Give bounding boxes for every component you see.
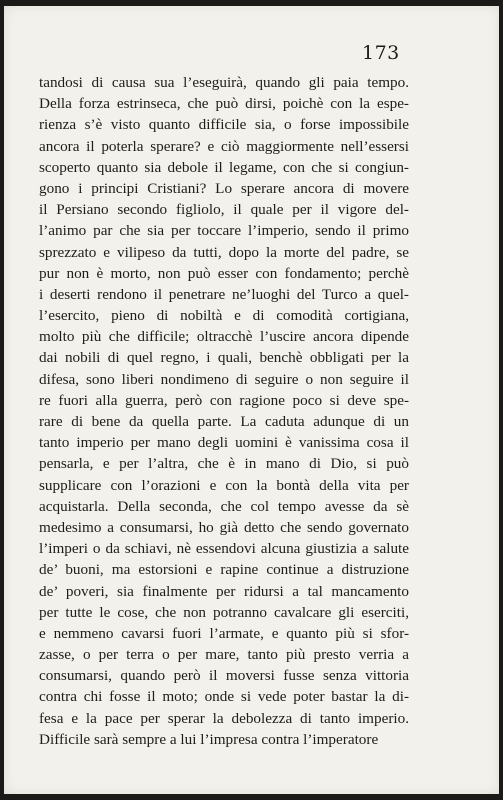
text-line: dai nobili di quel regno, i quali, benchè obbligati per la [39, 349, 409, 367]
text-line: scoperto quanto sia debole il legame, con che si congiun- [39, 158, 409, 176]
text-line: acquistarla. Della seconda, che col tempo avesse da sè [39, 497, 409, 515]
text-line: de’ buoni, ma estorsioni e rapine continue a distruzione [39, 561, 409, 579]
text-line: il Persiano secondo figliolo, il quale per il vigore del- [39, 201, 409, 219]
book-page [4, 6, 499, 794]
text-line: pur non è morto, non può esser con fondamento; perchè [39, 264, 409, 282]
text-line: Difficile sarà sempre a lui l’impresa contra l’imperatore [39, 730, 379, 748]
text-line: l’animo par che sia per toccare l’imperio, sendo il primo [39, 222, 409, 240]
text-line: sprezzato e vilipeso da tutti, dopo la morte del padre, se [39, 243, 409, 261]
text-line: ancora il poterla sperare? e ciò maggiormente nell’essersi [39, 137, 409, 155]
text-line: fesa e la pace per sperar la debolezza di tanto imperio. [39, 709, 409, 727]
text-line: pensarla, e per l’altra, che è in mano di Dio, si può [39, 455, 409, 473]
text-line: re fuori alla guerra, però con ragione poco si deve spe- [39, 391, 409, 409]
text-line: zasse, o per terra o per mare, tanto più presto verria a [39, 646, 409, 664]
text-line: i deserti rendono il penetrare ne’luoghi del Turco a quel- [39, 285, 409, 303]
body-text [39, 72, 409, 750]
text-line: de’ poveri, sia finalmente per ridursi a tal mancamento [39, 582, 409, 600]
text-line: rare di bene da quella parte. La caduta adunque di un [39, 413, 409, 430]
text-line: Della forza estrinseca, che può dirsi, poichè con la espe- [39, 95, 409, 113]
text-line: supplicare con l’orazioni e con la bontà della vita per [39, 476, 409, 494]
page-number: 173 [362, 42, 400, 64]
text-line: rienza s’è visto quanto difficile sia, o forse impossibile [39, 116, 409, 134]
text-line: gono i principi Cristiani? Lo sperare ancora di movere [39, 179, 409, 197]
text-line: tanto imperio per mano degli uomini è vanissima cosa il [39, 434, 409, 452]
text-line: l’esercito, pieno di nobiltà e di comodità cortigiana, [39, 307, 409, 325]
text-line: contra chi fosse il moto; onde si vede poter bastar la di- [39, 688, 409, 706]
text-line: consumarsi, quando però il moversi fusse senza vittoria [39, 667, 409, 685]
text-line: medesimo a consumarsi, ho già detto che sendo governato [39, 518, 409, 536]
text-line: l’imperi o da schiavi, nè essendovi alcuna giustizia a salute [39, 540, 409, 558]
text-line: per tutte le cose, che non potranno cavalcare gli eserciti, [39, 603, 409, 621]
text-line: difesa, sono liberi nondimeno di seguire o non seguire il [39, 370, 409, 388]
text-line: tandosi di causa sua l’eseguirà, quando gli paia tempo. [39, 74, 409, 91]
text-line: molto più che difficile; oltracchè l’uscire ancora dipende [39, 328, 409, 346]
text-line: e nemmeno cavarsi fuori l’armate, e quanto più si sfor- [39, 624, 409, 642]
